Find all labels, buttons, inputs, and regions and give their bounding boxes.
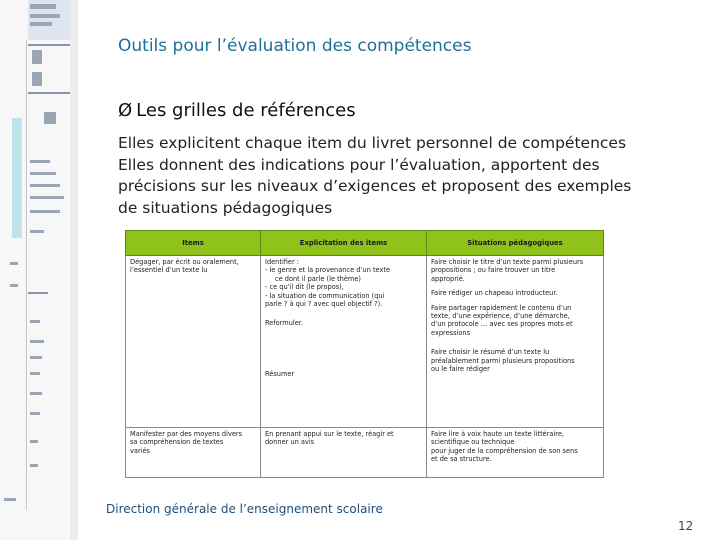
cell-line: Faire rédiger un chapeau introducteur. [431, 289, 558, 298]
cell-line: texte, d’une expérience, d’une démarche, [431, 312, 570, 321]
cell-explicitation [261, 428, 427, 478]
cell-line: - la situation de communication (qui [265, 291, 385, 300]
thumbnail-mark [30, 440, 38, 443]
body-paragraph [118, 133, 708, 219]
cell-line: scientifique ou technique [431, 438, 515, 447]
table-row [126, 428, 604, 478]
column-header-situations: Situations pédagogiques [427, 231, 604, 256]
thumbnail-mark [30, 340, 44, 343]
thumbnail-mark [30, 14, 60, 18]
bullet-heading [118, 100, 356, 121]
cell-line: expressions [431, 328, 471, 337]
bullet-heading-text: Les grilles de références [136, 100, 356, 121]
table-row [126, 256, 604, 428]
thumbnail-mark [30, 184, 60, 187]
thumbnail-mark [44, 112, 56, 124]
thumbnail-mark [30, 210, 60, 213]
cell-items [126, 256, 261, 428]
page-number: 12 [678, 519, 694, 533]
cell-line: ou le faire rédiger [431, 365, 490, 374]
spacer [265, 328, 422, 370]
cell-line: et de sa structure. [431, 455, 492, 464]
slide-thumbnail-strip [0, 0, 78, 540]
thumbnail-mark [32, 50, 42, 64]
thumbnail-mark [30, 372, 40, 375]
cell-line: Manifester par des moyens divers [130, 430, 243, 438]
cell-line: Résumer [265, 369, 295, 378]
column-header-explicitation: Explicitation des items [261, 231, 427, 256]
body-line: Elles donnent des indications pour l’évaluation, apportent des [118, 155, 600, 174]
thumbnail-mark [30, 230, 44, 233]
column-header-items: Items [126, 231, 261, 256]
cell-line: ce dont il parle (le thème) [275, 274, 361, 283]
thumbnail-mark [30, 356, 42, 359]
thumbnail-mark [30, 320, 40, 323]
cell-line: Faire partager rapidement le contenu d’un [431, 303, 572, 312]
cell-line: donner un avis [265, 438, 315, 447]
body-line: précisions sur les niveaux d’exigences et proposent des exemples [118, 177, 632, 195]
thumbnail-mark [32, 72, 42, 86]
reference-grid-table [125, 230, 604, 478]
thumbnail-divider [26, 40, 27, 510]
table-header-row [126, 231, 604, 256]
thumbnail-mark [30, 196, 64, 199]
spacer [431, 337, 599, 348]
thumbnail-accent-bar [12, 118, 22, 238]
thumbnail-mark [30, 22, 52, 26]
cell-items [126, 428, 261, 478]
cell-line: propositions ; ou faire trouver un titre [431, 266, 556, 275]
thumbnail-mark [30, 392, 42, 395]
thumbnail-line [28, 92, 70, 94]
bullet-arrow-icon: Ø [118, 100, 133, 121]
cell-line: - ce qu’il dit (le propos), [265, 283, 344, 292]
cell-line: Reformuler. [265, 319, 303, 328]
thumbnail-edge [70, 0, 78, 540]
thumbnail-mark [30, 160, 50, 163]
slide-title: Outils pour l’évaluation des compétences [118, 36, 472, 56]
body-line: Elles explicitent chaque item du livret personnel de compétences [118, 134, 627, 152]
cell-line: - le genre et la provenance d’un texte [265, 266, 391, 275]
thumbnail-mark [30, 464, 38, 467]
cell-line: d’un protocole … avec ses propres mots et [431, 320, 573, 329]
cell-line: sa compréhension de textes [130, 438, 224, 447]
cell-line: Dégager, par écrit ou oralement, [130, 258, 239, 266]
thumbnail-mark [30, 172, 56, 175]
cell-line: variés [130, 446, 150, 455]
cell-situations [427, 256, 604, 428]
thumbnail-mark [10, 284, 18, 287]
cell-line: Faire choisir le titre d’un texte parmi plusieurs [431, 258, 584, 266]
footer-text: Direction générale de l’enseignement scolaire [106, 502, 383, 516]
cell-line: approprié. [431, 274, 465, 283]
cell-line: Faire choisir le résumé d’un texte lu [431, 348, 550, 357]
thumbnail-mark [30, 4, 56, 9]
thumbnail-mark [10, 262, 18, 265]
thumbnail-line [28, 292, 48, 294]
cell-line: l’essentiel d’un texte lu [130, 266, 208, 275]
body-line: de situations pédagogiques [118, 198, 333, 217]
cell-line: parle ? à qui ? avec quel objectif ?). [265, 300, 383, 309]
thumbnail-mark [30, 412, 40, 415]
cell-line: préalablement parmi plusieurs propositions [431, 356, 575, 365]
cell-line: Identifier : [265, 258, 300, 266]
cell-explicitation [261, 256, 427, 428]
cell-line: Faire lire à voix haute un texte littéraire, [431, 430, 565, 438]
thumbnail-mark [4, 498, 16, 501]
cell-line: En prenant appui sur le texte, réagir et [265, 430, 394, 438]
thumbnail-line [28, 44, 70, 46]
spacer [265, 308, 422, 319]
cell-line: pour juger de la compréhension de son sens [431, 446, 578, 455]
cell-situations [427, 428, 604, 478]
